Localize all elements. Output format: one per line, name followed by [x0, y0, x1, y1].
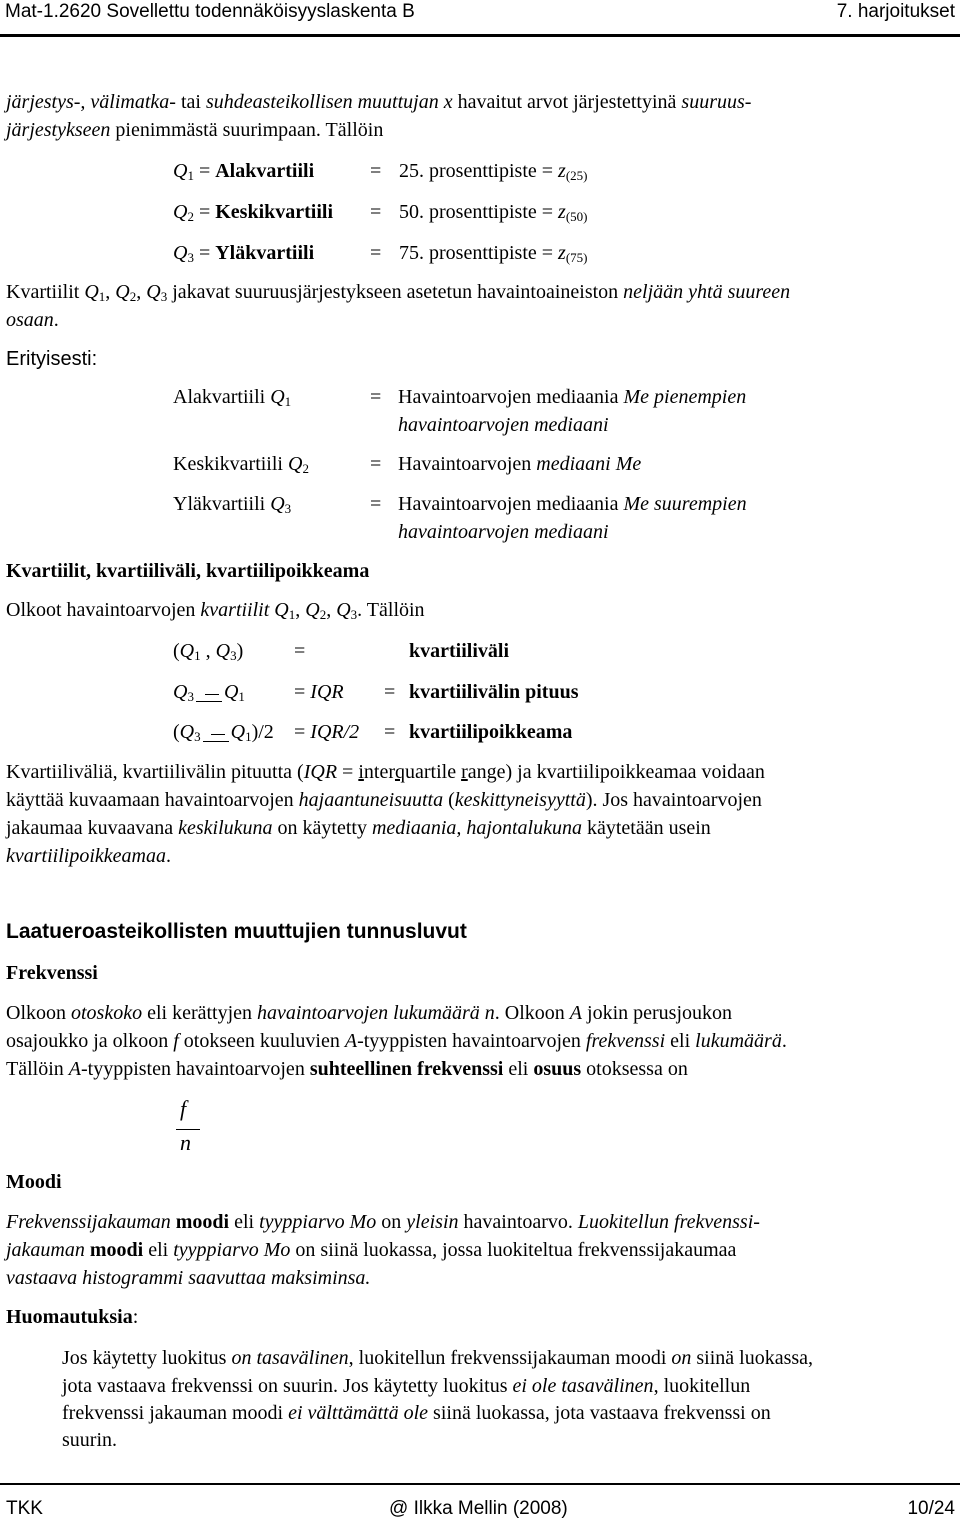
iqr-deviation-name: kvartiilipoikkeama: [409, 721, 573, 743]
lower-quartile-label: Alakvartiili $Q_1$: [173, 386, 292, 409]
quartile-def-q1: $Q_1$ = Alakvartiili: [173, 160, 315, 183]
upper-quartile-def-2: havaintoarvojen mediaani: [398, 521, 609, 543]
quartile-def-q2-value: 50. prosenttipiste = $z_{(50)}$: [399, 201, 588, 224]
middle-quartile-def: Havaintoarvojen mediaani Me: [398, 453, 642, 475]
quartile-def-q1-value: 25. prosenttipiste = $z_{(25)}$: [399, 160, 588, 183]
frequency-line-2: osajoukko ja olkoon f otokseen kuuluvien A-tyyppisten havaintoarvojen frekvenssi eli lukumäärä.: [6, 1030, 787, 1052]
intro-line-1: järjestys-, välimatka- tai suhdeasteikollisen muuttujan x havaitut arvot järjestettyinä suuruus-: [6, 91, 752, 113]
iqr-usage-line-2: käyttää kuvaamaan havaintoarvojen hajaantuneisuutta (keskittyneisyyttä). Jos havaintoarvojen: [6, 789, 762, 811]
iqr-interval-lhs: ($Q_1$ , $Q_3$): [173, 640, 244, 663]
frequency-line-3: Tällöin A-tyyppisten havaintoarvojen suhteellinen frekvenssi eli osuus otoksessa on: [6, 1058, 688, 1080]
quartiles-divide-line-1: Kvartiilit $Q_1$, $Q_2$, $Q_3$ jakavat suuruusjärjestykseen asetetun havaintoaineiston neljään yhtä suureen: [6, 281, 791, 304]
lower-quartile-eq: =: [370, 386, 382, 408]
section-heading-nominal: Laatueroasteikollisten muuttujien tunnusluvut: [6, 920, 467, 943]
footer-institution: TKK: [6, 1498, 43, 1519]
remarks-line-3: frekvenssi jakauman moodi ei välttämättä ole siinä luokassa, jota vastaava frekvenssi on: [62, 1402, 771, 1424]
huomautuksia-heading: Huomautuksia:: [6, 1306, 139, 1328]
header-exercise-label: 7. harjoitukset: [836, 1, 955, 22]
upper-quartile-eq: =: [370, 493, 382, 515]
upper-quartile-label: Yläkvartiili $Q_3$: [173, 493, 292, 516]
erityisesti-label: Erityisesti:: [6, 348, 98, 370]
iqr-deviation-eq: = IQR/2: [294, 721, 360, 743]
quartile-def-q3-value: 75. prosenttipiste = $z_{(75)}$: [399, 242, 588, 265]
iqr-usage-line-1: Kvartiiliväliä, kvartiilivälin pituutta (IQR = interquartile range) ja kvartiilipoikkeamaa voidaan: [6, 761, 765, 783]
quartile-def-q2: $Q_2$ = Keskikvartiili: [173, 201, 334, 224]
footer-rule: [0, 1483, 960, 1485]
footer-page-number: 10/24: [907, 1498, 955, 1519]
quartile-def-q2-eq: =: [370, 201, 382, 223]
iqr-interval-eq: =: [294, 640, 306, 662]
iqr-interval-name: kvartiiliväli: [409, 640, 509, 662]
quartile-def-q3: $Q_3$ = Yläkvartiili: [173, 242, 315, 265]
middle-quartile-eq: =: [370, 453, 382, 475]
intro-line-2: järjestykseen pienimmästä suurimpaan. Tällöin: [6, 119, 384, 141]
footer-author: @ Ilkka Mellin (2008): [389, 1498, 568, 1519]
quartiles-divide-line-2: osaan.: [6, 309, 59, 331]
header-course-title: Mat-1.2620 Sovellettu todennäköisyyslaskenta B: [5, 1, 415, 22]
remarks-line-2: jota vastaava frekvenssi on suurin. Jos käytetty luokitus ei ole tasavälinen, luokitellun: [62, 1375, 751, 1397]
mode-line-3: vastaava histogrammi saavuttaa maksiminsa.: [6, 1267, 371, 1289]
iqr-deviation-lhs: ($Q_3$ $Q_1)/2$: [173, 721, 274, 744]
olkoot-line: Olkoot havaintoarvojen kvartiilit $Q_1$, $Q_2$, $Q_3$. Tällöin: [6, 599, 425, 622]
iqr-length-lhs: $Q_3$ $Q_1$: [173, 681, 245, 704]
quartile-def-q1-eq: =: [370, 160, 382, 182]
remarks-line-1: Jos käytetty luokitus on tasavälinen, luokitellun frekvenssijakauman moodi on siinä luokassa,: [62, 1347, 814, 1369]
iqr-usage-line-4: kvartiilipoikkeamaa.: [6, 845, 171, 867]
minus-sign: [211, 734, 225, 735]
frequency-line-1: Olkoon otoskoko eli kerättyjen havaintoarvojen lukumäärä n. Olkoon A jokin perusjoukon: [6, 1002, 733, 1024]
middle-quartile-label: Keskikvartiili $Q_2$: [173, 453, 309, 476]
iqr-usage-line-3: jakaumaa kuvaavana keskilukuna on käytetty mediaania, hajontalukuna käytetään usein: [6, 817, 711, 839]
moodi-heading: Moodi: [6, 1171, 62, 1193]
fraction-denominator: n: [180, 1130, 191, 1155]
header-rule: [0, 34, 960, 37]
lower-quartile-def-2: havaintoarvojen mediaani: [398, 414, 609, 436]
iqr-length-name: kvartiilivälin pituus: [409, 681, 579, 703]
lower-quartile-def-1: Havaintoarvojen mediaania Me pienempien: [398, 386, 747, 408]
mode-line-2: jakauman moodi eli tyyppiarvo Mo on siinä luokassa, jossa luokiteltua frekvenssijakaumaa: [6, 1239, 737, 1261]
frekvenssi-heading: Frekvenssi: [6, 962, 98, 984]
iqr-deviation-eq2: =: [384, 721, 396, 743]
fraction-numerator: f: [180, 1096, 187, 1121]
iqr-length-eq2: =: [384, 681, 396, 703]
iqr-heading: Kvartiilit, kvartiiliväli, kvartiilipoikkeama: [6, 560, 370, 582]
quartile-def-q3-eq: =: [370, 242, 382, 264]
upper-quartile-def-1: Havaintoarvojen mediaania Me suurempien: [398, 493, 747, 515]
minus-sign: [205, 694, 219, 695]
iqr-length-eq: = IQR: [294, 681, 344, 703]
mode-line-1: Frekvenssijakauman moodi eli tyyppiarvo Mo on yleisin havaintoarvo. Luokitellun frekvenssi-: [6, 1211, 760, 1233]
remarks-line-4: suurin.: [62, 1429, 117, 1451]
